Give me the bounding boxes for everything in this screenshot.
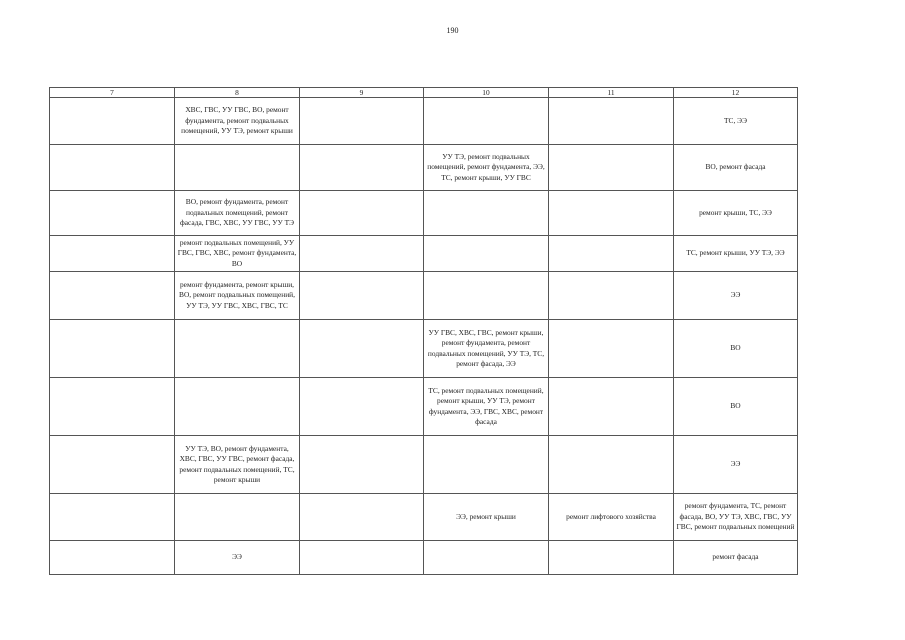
column-header: 9 <box>300 88 424 98</box>
table-row <box>50 191 798 236</box>
table-row <box>50 378 798 436</box>
table-header-row <box>50 88 798 98</box>
table-cell: УУ ГВС, ХВС, ГВС, ремонт крыши, ремонт фундамента, ремонт подвальных помещений, УУ ТЭ, ТС, ремонт фасада, ЭЭ <box>424 320 549 378</box>
table-cell <box>300 98 424 145</box>
table-cell <box>50 320 175 378</box>
page-number: 190 <box>446 26 459 35</box>
table-cell: ремонт фундамента, ремонт крыши, ВО, ремонт подвальных помещений, УУ ТЭ, УУ ГВС, ХВС, ГВС, ТС <box>175 272 300 320</box>
table-cell: ХВС, ГВС, УУ ГВС, ВО, ремонт фундамента, ремонт подвальных помещений, УУ ТЭ, ремонт крыши <box>175 98 300 145</box>
table-cell <box>300 378 424 436</box>
table-cell <box>50 272 175 320</box>
table-row <box>50 320 798 378</box>
table-cell <box>50 541 175 575</box>
table-cell <box>300 191 424 236</box>
table-row <box>50 436 798 494</box>
table-cell <box>300 145 424 191</box>
table-cell <box>549 236 674 272</box>
table-cell <box>50 436 175 494</box>
table-cell <box>300 436 424 494</box>
table-cell <box>300 494 424 541</box>
table-cell <box>300 541 424 575</box>
column-header: 10 <box>424 88 549 98</box>
table-cell: ВО, ремонт фасада <box>674 145 798 191</box>
table-cell <box>50 494 175 541</box>
table-cell <box>175 145 300 191</box>
table-cell <box>50 145 175 191</box>
table-cell <box>549 272 674 320</box>
table-cell: ЭЭ <box>674 272 798 320</box>
table-row <box>50 145 798 191</box>
works-table <box>49 87 798 575</box>
table-cell <box>549 541 674 575</box>
table-cell: ремонт подвальных помещений, УУ ГВС, ГВС, ХВС, ремонт фундамента, ВО <box>175 236 300 272</box>
table-row <box>50 236 798 272</box>
table-cell <box>300 320 424 378</box>
table-cell: ВО, ремонт фундамента, ремонт подвальных помещений, ремонт фасада, ГВС, ХВС, УУ ГВС, УУ ТЭ <box>175 191 300 236</box>
table-cell: ЭЭ <box>674 436 798 494</box>
table-cell: ЭЭ <box>175 541 300 575</box>
table-cell <box>300 272 424 320</box>
table-cell <box>50 378 175 436</box>
table-cell <box>50 98 175 145</box>
table-cell: ремонт крыши, ТС, ЭЭ <box>674 191 798 236</box>
table-cell <box>424 436 549 494</box>
table-cell: УУ ТЭ, ВО, ремонт фундамента, ХВС, ГВС, УУ ГВС, ремонт фасада, ремонт подвальных помещений, ТС, ремонт крыши <box>175 436 300 494</box>
table-cell <box>424 236 549 272</box>
column-header: 8 <box>175 88 300 98</box>
table-cell: ТС, ремонт крыши, УУ ТЭ, ЭЭ <box>674 236 798 272</box>
table-row <box>50 494 798 541</box>
table-cell <box>549 320 674 378</box>
table-cell <box>175 320 300 378</box>
table-cell <box>50 191 175 236</box>
table-row <box>50 98 798 145</box>
table-cell <box>175 494 300 541</box>
column-header: 12 <box>674 88 798 98</box>
table-cell: ремонт фасада <box>674 541 798 575</box>
column-header: 7 <box>50 88 175 98</box>
table-cell <box>549 145 674 191</box>
table-cell: ремонт лифтового хозяйства <box>549 494 674 541</box>
table-cell <box>424 272 549 320</box>
table-cell <box>424 98 549 145</box>
table-cell <box>175 378 300 436</box>
table-cell: ТС, ремонт подвальных помещений, ремонт крыши, УУ ТЭ, ремонт фундамента, ЭЭ, ГВС, ХВС, ремонт фасада <box>424 378 549 436</box>
table-cell <box>549 191 674 236</box>
table-cell: ТС, ЭЭ <box>674 98 798 145</box>
table-cell <box>300 236 424 272</box>
table-cell <box>549 378 674 436</box>
table-row <box>50 272 798 320</box>
column-header: 11 <box>549 88 674 98</box>
table-cell <box>549 436 674 494</box>
table-cell: УУ ТЭ, ремонт подвальных помещений, ремонт фундамента, ЭЭ, ТС, ремонт крыши, УУ ГВС <box>424 145 549 191</box>
table-cell <box>424 191 549 236</box>
table-cell: ВО <box>674 378 798 436</box>
table-cell: ремонт фундамента, ТС, ремонт фасада, ВО, УУ ТЭ, ХВС, ГВС, УУ ГВС, ремонт подвальных помещений <box>674 494 798 541</box>
table-cell <box>50 236 175 272</box>
table-cell: ЭЭ, ремонт крыши <box>424 494 549 541</box>
table-cell <box>424 541 549 575</box>
table-cell: ВО <box>674 320 798 378</box>
table-row <box>50 541 798 575</box>
table-cell <box>549 98 674 145</box>
